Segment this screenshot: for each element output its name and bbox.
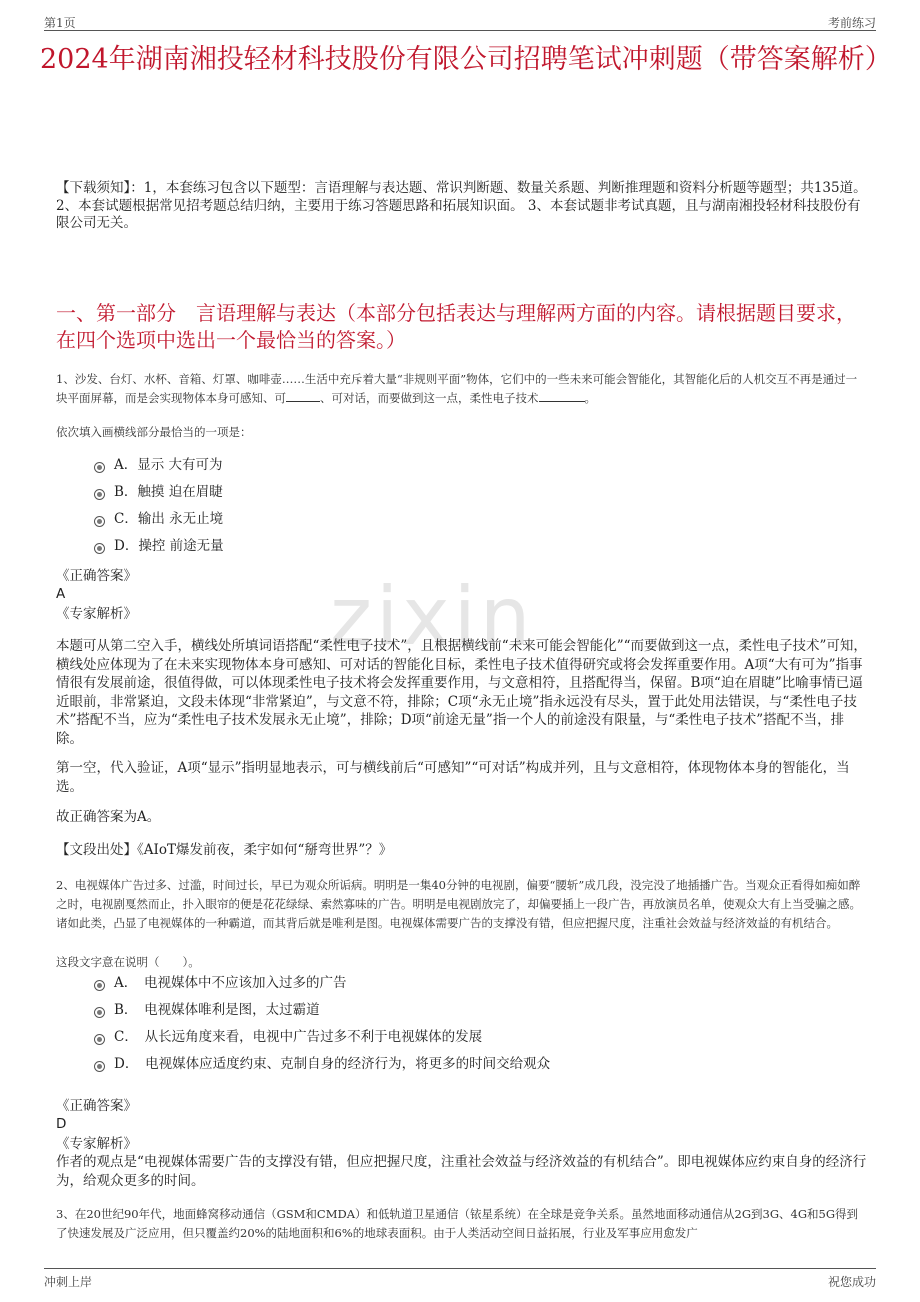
option-d[interactable]: D．操控 前途无量 <box>94 533 224 560</box>
option-c[interactable]: C． 从长远角度来看，电视中广告过多不利于电视媒体的发展 <box>94 1024 550 1051</box>
option-a[interactable]: A．显示 大有可为 <box>94 452 224 479</box>
question-1-options <box>94 452 224 560</box>
correct-answer: D <box>56 1116 67 1132</box>
watermark: zixin <box>330 570 535 663</box>
correct-answer-label: 《正确答案》 <box>56 1098 137 1114</box>
correct-answer: A <box>56 586 66 602</box>
header-label: 考前练习 <box>827 16 876 30</box>
page-footer <box>44 1268 876 1289</box>
analysis-paragraph-1: 作者的观点是“电视媒体需要广告的支撑没有错，但应把握尺度，注重社会效益与经济效益的有机结合”。即电视媒体应约束自身的经济行为，给观众更多的时间。 <box>56 1154 867 1189</box>
question-2-prompt: 这段文字意在说明（ ）。 <box>56 955 200 969</box>
footer-right: 祝您成功 <box>827 1275 876 1289</box>
blank-1 <box>286 389 320 402</box>
analysis-label: 《专家解析》 <box>56 1136 137 1152</box>
radio-icon[interactable] <box>94 462 105 473</box>
radio-icon[interactable] <box>94 543 105 554</box>
radio-icon[interactable] <box>94 1061 105 1072</box>
question-1-prompt: 依次填入画横线部分最恰当的一项是： <box>56 425 252 439</box>
option-d[interactable]: D． 电视媒体应适度约束、克制自身的经济行为，将更多的时间交给观众 <box>94 1051 550 1078</box>
option-c[interactable]: C．输出 永无止境 <box>94 506 224 533</box>
radio-icon[interactable] <box>94 980 105 991</box>
radio-icon[interactable] <box>94 516 105 527</box>
page-header <box>44 12 876 31</box>
download-notice: 【下载须知】：1，本套练习包含以下题型：言语理解与表达题、常识判断题、数量关系题、判断推理题和资料分析题等题型；共135道。 2、本套试题根据常见招考题总结归纳，主要用于练习答题思路和拓展知识面。 3、本套试题非考试真题，且与湖南湘投轻材科技股份有限公司无关。 <box>56 180 867 231</box>
radio-icon[interactable] <box>94 1034 105 1045</box>
question-1-stem: 1、沙发、台灯、水杯、音箱、灯罩、咖啡壶……生活中充斥着大量“非规则平面”物体，它们中的一些未来可能会智能化，其智能化后的人机交互不再是通过一块平面屏幕，而是会实现物体本身可感知、可 、可对话，而要做到这一点，柔性电子技术 。 <box>56 372 858 405</box>
question-2-stem: 2、电视媒体广告过多、过滥，时间过长，早已为观众所诟病。明明是一集40分钟的电视剧，偏要“腰斩”成几段，没完没了地插播广告。当观众正看得如痴如醉之时，电视剧戛然而止，扑入眼帘的便是花花绿绿、索然寡味的广告。明明是电视剧放完了，却偏要插上一段广告，再放演员名单，使观众大有上当受骗之感。诸如此类，凸显了电视媒体的一种霸道，而其背后就是唯利是图。电视媒体需要广告的支撑没有错，但应把握尺度，注重社会效益与经济效益的有机结合。 <box>56 878 861 930</box>
page-number: 第1页 <box>44 16 76 30</box>
radio-icon[interactable] <box>94 1007 105 1018</box>
blank-2 <box>539 389 585 402</box>
text-source: 【文段出处】《AIoT爆发前夜，柔宇如何“掰弯世界”？》 <box>56 842 393 858</box>
option-b[interactable]: B．触摸 迫在眉睫 <box>94 479 224 506</box>
question-3-stem: 3、在20世纪90年代，地面蜂窝移动通信（GSM和CMDA）和低轨道卫星通信（铱星系统）在全球是竞争关系。虽然地面移动通信从2G到3G、4G和5G得到了快速发展及广泛应用，但只覆盖约20%的陆地面积和6%的地球表面积。由于人类活动空间日益拓展，行业及军事应用愈发广 <box>56 1207 859 1240</box>
analysis-label: 《专家解析》 <box>56 606 137 622</box>
footer-left: 冲刺上岸 <box>44 1275 93 1289</box>
option-a[interactable]: A． 电视媒体中不应该加入过多的广告 <box>94 970 550 997</box>
section-heading: 一、第一部分 言语理解与表达（本部分包括表达与理解两方面的内容。请根据题目要求，在四个选项中选出一个最恰当的答案。） <box>56 301 856 352</box>
analysis-paragraph-1: 本题可从第二空入手，横线处所填词语搭配“柔性电子技术”，且根据横线前“未来可能会智能化”“而要做到这一点，柔性电子技术”可知，横线处应体现为了在未来实现物体本身可感知、可对话的智能化目标，柔性电子技术值得研究或将会发挥重要作用。A项“大有可为”指事情很有发展前途，很值得做，可以体现柔性电子技术将会发挥重要作用，与文意相符，且搭配得当，保留。B项“迫在眉睫”比喻事情已逼近眼前，非常紧迫，文段未体现“非常紧迫”，与文意不符，排除；C项“永无止境”指永远没有尽头，置于此处用法错误，与“柔性电子技术”搭配不当，应为“柔性电子技术发展永无止境”，排除；D项“前途无量”指一个人的前途没有限量，与“柔性电子技术”搭配不当，排除。 <box>56 638 867 747</box>
option-b[interactable]: B． 电视媒体唯利是图，太过霸道 <box>94 997 550 1024</box>
document-title: 2024年湖南湘投轻材科技股份有限公司招聘笔试冲刺题（带答案解析） <box>40 44 892 75</box>
analysis-paragraph-3: 故正确答案为A。 <box>56 809 161 825</box>
correct-answer-label: 《正确答案》 <box>56 568 137 584</box>
radio-icon[interactable] <box>94 489 105 500</box>
analysis-paragraph-2: 第一空，代入验证，A项“显示”指明显地表示，可与横线前后“可感知”“可对话”构成并列，且与文意相符，体现物体本身的智能化，当选。 <box>56 760 850 795</box>
question-2-options <box>94 970 550 1078</box>
